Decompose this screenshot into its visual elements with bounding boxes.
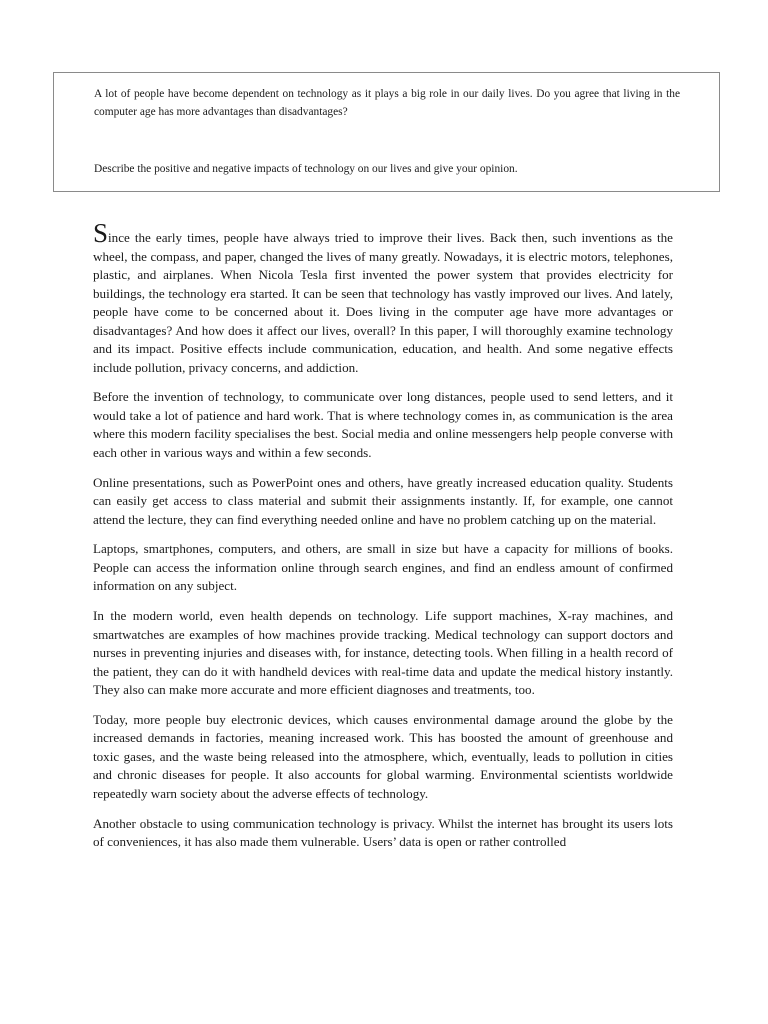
essay-prompt-box	[53, 72, 720, 192]
drop-cap: S	[93, 218, 109, 248]
essay-paragraph-education: Online presentations, such as PowerPoint ones and others, have greatly increased education quality. Students can easily get access to class material and submit their assignments instantly. If, for example, one cannot attend the lecture, they can find everything needed online and have no problem catching up on the material.	[93, 474, 673, 527]
essay-body	[93, 218, 673, 863]
essay-paragraph-devices: Laptops, smartphones, computers, and others, are small in size but have a capacity for millions of books. People can access the information online through search engines, and find an endless amount of confirmed information on any subject.	[93, 541, 673, 594]
intro-text: ince the early times, people have always tried to improve their lives. Back then, such inventions as the wheel, the compass, and paper, changed the lives of many greatly. Nowadays, it is electric motors, telephones, plastic, and airplanes. When Nicola Tesla first invented the power system that provides electricity for buildings, the technology era started. It can be seen that technology has vastly improved our lives. And lately, people have come to be concerned about it. Does living in the computer age have more advantages or disadvantages? And how does it affect our lives, overall? In this paper, I will thoroughly examine technology and its impact. Positive effects include communication, education, and health. And some negative effects include pollution, privacy concerns, and addiction.	[93, 230, 673, 375]
essay-paragraph-privacy: Another obstacle to using communication technology is privacy. Whilst the internet has brought its users lots of conveniences, it has also made them vulnerable. Users’ data is open or rather controlled	[93, 815, 673, 850]
essay-paragraph-intro	[93, 218, 673, 377]
prompt-task: Describe the positive and negative impacts of technology on our lives and give your opinion.	[94, 163, 518, 175]
essay-paragraph-pollution: Today, more people buy electronic devices, which causes environmental damage around the globe by the increased demands in factories, meaning increased work. This has boosted the amount of greenhouse and toxic gases, and the waste being released into the atmosphere, which, eventually, leads to pollution in cities and chronic diseases for people. It also accounts for global warming. Environmental scientists worldwide repeatedly warn society about the adverse effects of technology.	[93, 711, 673, 801]
essay-paragraph-communication: Before the invention of technology, to communicate over long distances, people used to send letters, and it would take a lot of patience and hard work. That is where technology comes in, as communication is the area where this modern facility specialises the best. Social media and online messengers help people converse with each other in various ways and within a few seconds.	[93, 389, 673, 460]
prompt-question: A lot of people have become dependent on technology as it plays a big role in our daily lives. Do you agree that living in the computer age has more advantages than disadvantages?	[94, 88, 680, 118]
essay-paragraph-health: In the modern world, even health depends on technology. Life support machines, X-ray machines, and smartwatches are examples of how machines provide tracking. Medical technology can support doctors and nurses in preventing injuries and diseases with, for instance, detecting tools. When filling in a health record of the patient, they can do it with handheld devices with real-time data and update the medical history instantly. They also can make more accurate and more efficient diagnoses and treatments, too.	[93, 608, 673, 698]
